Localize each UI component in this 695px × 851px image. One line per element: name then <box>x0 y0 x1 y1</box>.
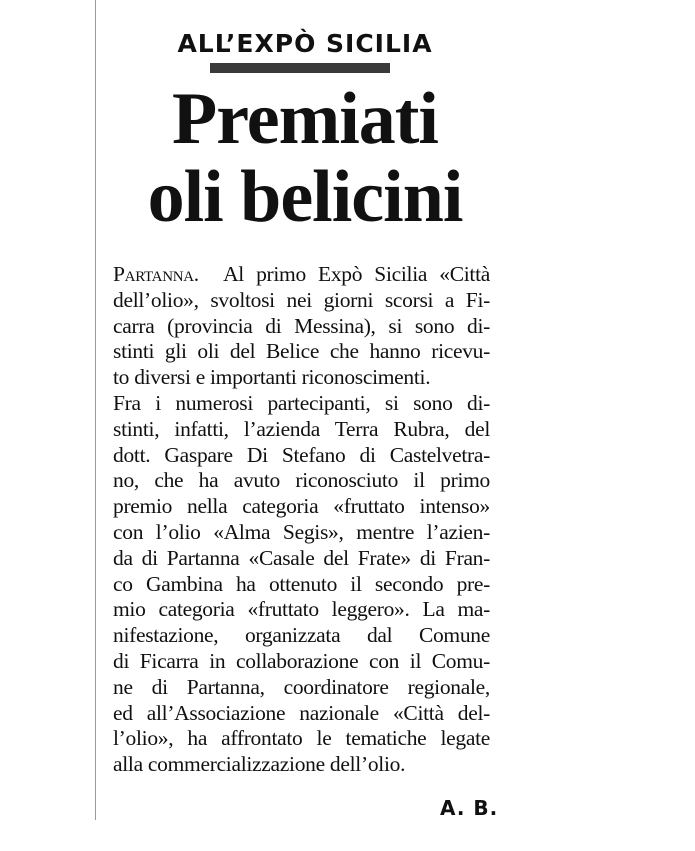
body-line: carra (provincia di Messina), si sono di- <box>113 313 490 338</box>
body-line: stinti, infatti, l’azienda Terra Rubra, del <box>113 416 490 441</box>
body-line: to diversi e importanti riconoscimenti. <box>113 365 431 390</box>
article-body <box>113 262 490 778</box>
body-line: l’olio», ha affrontato le tematiche legate <box>113 726 490 751</box>
body-line: stinti gli oli del Belice che hanno ricevu- <box>113 339 490 364</box>
body-line: nifestazione, organizzata dal Comune <box>113 623 490 648</box>
body-line: Fra i numerosi partecipanti, si sono di- <box>113 390 490 415</box>
body-line: con l’olio «Alma Segis», mentre l’azien- <box>113 519 490 544</box>
dateline: Partanna. <box>113 262 199 286</box>
body-line: ne di Partanna, coordinatore regionale, <box>113 674 490 699</box>
author-signature: A. B. <box>440 796 499 820</box>
kicker-underline-bar <box>210 63 390 73</box>
headline-line-2: oli belicini <box>147 156 463 238</box>
body-line: dott. Gaspare Di Stefano di Castelvetra- <box>113 442 490 467</box>
body-line: mio categoria «fruttato leggero». La ma- <box>113 597 490 622</box>
body-line: alla commercializzazione dell’olio. <box>113 752 406 777</box>
body-line: da di Partanna «Casale del Frate» di Fran- <box>113 545 490 570</box>
headline-line-1: Premiati <box>172 78 438 160</box>
body-line: no, che ha avuto riconosciuto il primo <box>113 468 490 493</box>
kicker: ALL’EXPÒ SICILIA <box>177 29 433 58</box>
column-rule <box>95 0 96 820</box>
body-line: dell’olio», svoltosi nei giorni scorsi a Fi- <box>113 287 490 312</box>
body-line: premio nella categoria «fruttato intenso» <box>113 494 490 519</box>
headline <box>100 80 510 236</box>
body-line: Partanna. Al primo Expò Sicilia «Città <box>113 262 490 286</box>
body-line: co Gambina ha ottenuto il secondo pre- <box>113 571 490 596</box>
body-line: ed all’Associazione nazionale «Città del- <box>113 700 490 725</box>
body-line: di Ficarra in collaborazione con il Comu- <box>113 648 490 673</box>
